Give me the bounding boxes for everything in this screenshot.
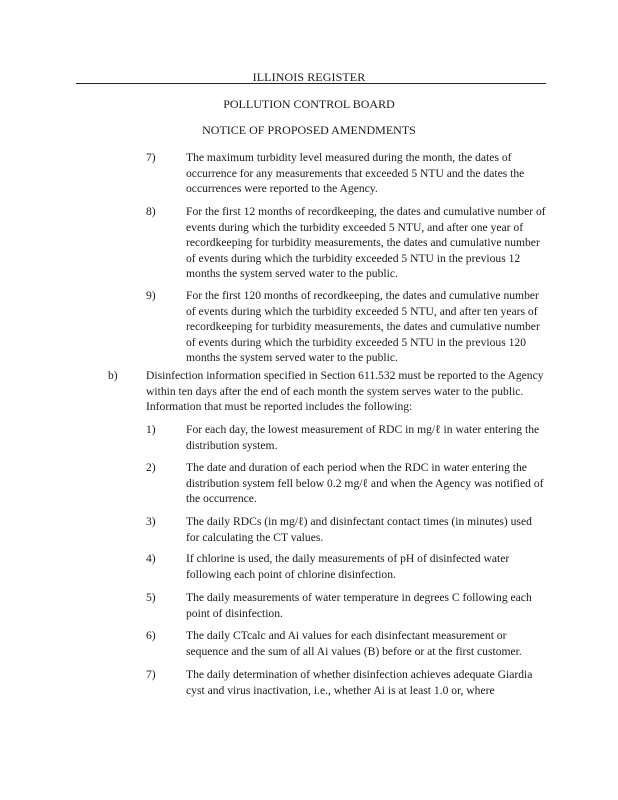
item-text: For each day, the lowest measurement of RDC in mg/ℓ in water entering the distribution system. [186,423,540,452]
item-text: The date and duration of each period when the RDC in water entering the distribution system fell below 0.2 mg/ℓ and when the Agency was notified of the occurrence. [186,461,544,505]
register-title: ILLINOIS REGISTER [252,70,366,84]
item-text: The daily determination of whether disinfection achieves adequate Giardia cyst and virus inactivation, i.e., whether Ai is at least 1.0 or, where [186,668,533,697]
item-number: 3) [146,515,156,528]
item-text: If chlorine is used, the daily measurements of pH of disinfected water following each point of chlorine disinfection. [186,552,510,581]
item-text: The daily CTcalc and Ai values for each disinfectant measurement or sequence and the sum of all Ai values (B) before or at the first customer. [186,629,522,658]
item-number: 2) [146,461,156,474]
item-text: The daily measurements of water temperature in degrees C following each point of disinfection. [186,591,532,620]
section-text: Disinfection information specified in Section 611.532 must be reported to the Agency within ten days after the end of each month the system serves water to the public. Information that must be reported includes the following: [146,369,544,413]
item-text: For the first 12 months of recordkeeping, the dates and cumulative number of events during which the turbidity exceeded 5 NTU, and after one year of recordkeeping for turbidity measurements, the dates and cumulative number of events during which the turbidity exceeded 5 NTU in the previous 12 months the system served water to the public. [186,205,546,280]
item-number: 1) [146,423,156,436]
notice-title: NOTICE OF PROPOSED AMENDMENTS [202,123,416,137]
board-title: POLLUTION CONTROL BOARD [223,97,395,111]
item-text: For the first 120 months of recordkeeping, the dates and cumulative number of events during which the turbidity exceeded 5 NTU, and after ten years of recordkeeping for turbidity measurements, the dates and cumulative number of events during which the turbidity exceeded 5 NTU in the previous 120 months the system served water to the public. [186,289,540,364]
item-text: The daily RDCs (in mg/ℓ) and disinfectant contact times (in minutes) used for calculating the CT values. [186,515,532,544]
item-number: 4) [146,552,156,565]
item-number: 5) [146,591,156,604]
item-number: 7) [146,668,156,681]
header-rule [76,83,546,84]
item-number: 6) [146,629,156,642]
item-number: 9) [146,289,156,302]
item-number: 8) [146,205,156,218]
section-number: b) [108,369,118,382]
item-number: 7) [146,151,156,164]
item-text: The maximum turbidity level measured during the month, the dates of occurrence for any measurements that exceeded 5 NTU and the dates the occurrences were reported to the Agency. [186,151,525,195]
